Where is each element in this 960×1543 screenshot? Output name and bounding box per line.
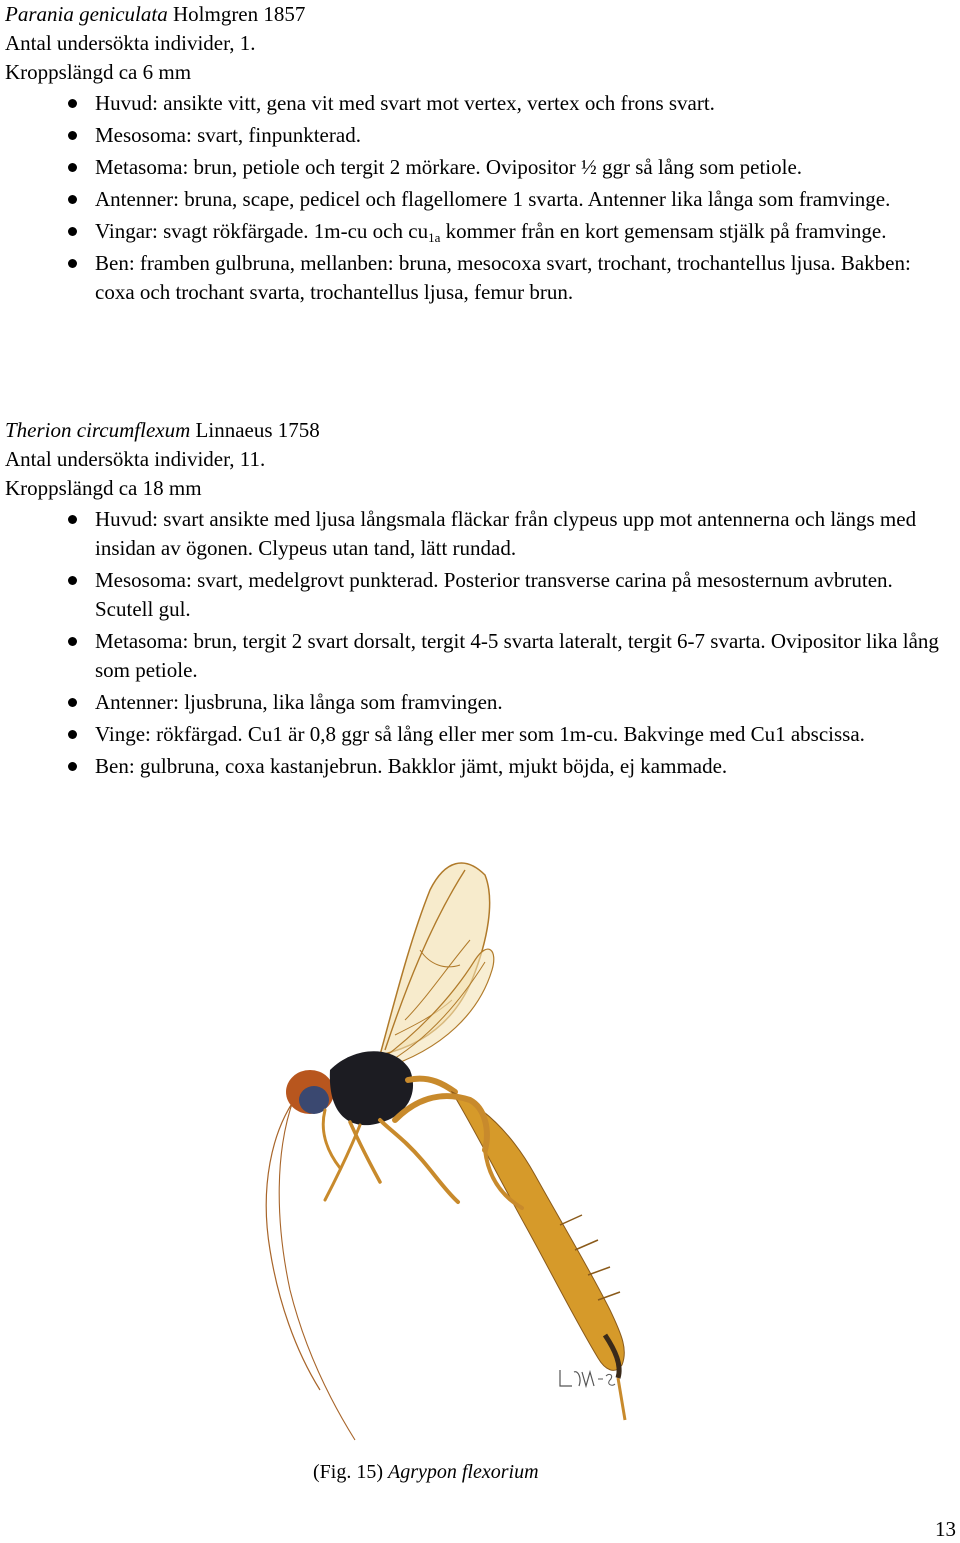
trait-item: Vinge: rökfärgad. Cu1 är 0,8 ggr så lång eller mer som 1m-cu. Bakvinge med Cu1 abscissa. bbox=[5, 720, 950, 749]
petiole bbox=[408, 1079, 455, 1092]
bullet-icon bbox=[68, 730, 77, 739]
mid-leg bbox=[380, 1120, 458, 1202]
metasoma bbox=[452, 1092, 624, 1370]
species-entry-therion bbox=[5, 416, 950, 784]
trait-item: Mesosoma: svart, medelgrovt punkterad. Posterior transverse carina på mesosternum avbruten. Scutell gul. bbox=[5, 566, 950, 624]
subscript: 1a bbox=[428, 230, 441, 245]
trait-list bbox=[5, 89, 950, 307]
wasp-drawing bbox=[230, 830, 676, 1460]
artist-signature bbox=[560, 1370, 615, 1386]
species-author: Linnaeus 1758 bbox=[195, 418, 320, 442]
ovipositor bbox=[618, 1378, 625, 1420]
specimen-count: Antal undersökta individer, 11. bbox=[5, 447, 266, 471]
specimen-count: Antal undersökta individer, 1. bbox=[5, 31, 256, 55]
bullet-icon bbox=[68, 698, 77, 707]
trait-item: Metasoma: brun, tergit 2 svart dorsalt, tergit 4-5 svarta lateralt, tergit 6-7 svarta. Ovipositor lika lång som petiole. bbox=[5, 627, 950, 685]
trait-item: Vingar: svagt rökfärgade. 1m-cu och $cu_{1a}$ kommer från en kort gemensam stjälk på framvinge. bbox=[5, 217, 950, 246]
wasp-illustration bbox=[230, 830, 676, 1460]
species-entry-parania bbox=[5, 0, 950, 310]
trait-item: Huvud: ansikte vitt, gena vit med svart mot vertex, vertex och frons svart. bbox=[5, 89, 950, 118]
body-length: Kroppslängd ca 18 mm bbox=[5, 476, 202, 500]
trait-item: Antenner: ljusbruna, lika långa som framvingen. bbox=[5, 688, 950, 717]
species-name: Parania geniculata bbox=[5, 2, 168, 26]
trait-item: Ben: framben gulbruna, mellanben: bruna, mesocoxa svart, trochant, trochantellus ljusa. Bakben: coxa och trochant svarta, trochantellus ljusa, femur brun. bbox=[5, 249, 950, 307]
bullet-icon bbox=[68, 227, 77, 236]
bullet-icon bbox=[68, 99, 77, 108]
caption-species: Agrypon flexorium bbox=[388, 1461, 539, 1483]
bullet-icon bbox=[68, 163, 77, 172]
page-number: 13 bbox=[935, 1517, 956, 1541]
bullet-icon bbox=[68, 576, 77, 585]
trait-item: Huvud: svart ansikte med ljusa långsmala fläckar från clypeus upp mot antennerna och längs med insidan av ögonen. Clypeus utan tand, lätt rundad. bbox=[5, 505, 950, 563]
species-heading bbox=[5, 0, 950, 29]
trait-item: Ben: gulbruna, coxa kastanjebrun. Bakklor jämt, mjukt böjda, ej kammade. bbox=[5, 752, 950, 781]
bullet-icon bbox=[68, 515, 77, 524]
bullet-icon bbox=[68, 762, 77, 771]
trait-item: Antenner: bruna, scape, pedicel och flagellomere 1 svarta. Antenner lika långa som framvinge. bbox=[5, 185, 950, 214]
figure-caption bbox=[313, 1461, 539, 1484]
species-author: Holmgren 1857 bbox=[172, 2, 306, 26]
bullet-icon bbox=[68, 131, 77, 140]
trait-list bbox=[5, 505, 950, 781]
species-heading bbox=[5, 416, 950, 445]
front-leg bbox=[323, 1110, 340, 1168]
bullet-icon bbox=[68, 259, 77, 268]
antenna bbox=[266, 1092, 320, 1390]
trait-item: Metasoma: brun, petiole och tergit 2 mörkare. Ovipositor ½ ggr så lång som petiole. bbox=[5, 153, 950, 182]
trait-item: Mesosoma: svart, finpunkterad. bbox=[5, 121, 950, 150]
antenna bbox=[279, 1098, 355, 1440]
bullet-icon bbox=[68, 637, 77, 646]
caption-prefix: (Fig. 15) bbox=[313, 1461, 383, 1483]
species-name: Therion circumflexum bbox=[5, 418, 191, 442]
body-length: Kroppslängd ca 6 mm bbox=[5, 60, 192, 84]
bullet-icon bbox=[68, 195, 77, 204]
